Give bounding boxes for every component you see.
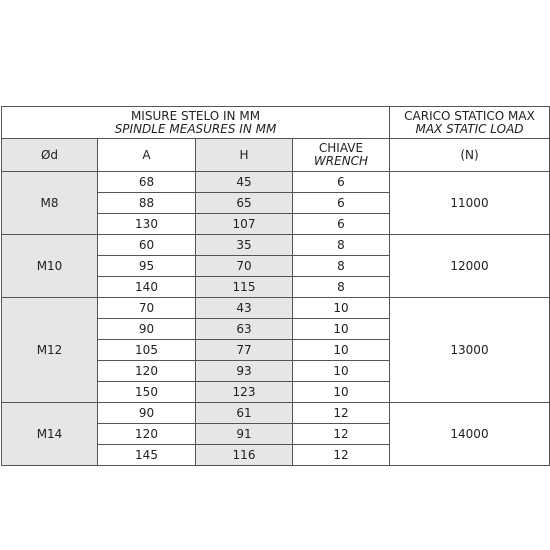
wrench-cell: 12 xyxy=(293,403,390,424)
a-cell: 95 xyxy=(98,256,196,277)
wrench-cell: 10 xyxy=(293,382,390,403)
wrench-cell: 8 xyxy=(293,256,390,277)
wrench-label-en: WRENCH xyxy=(313,154,369,168)
table-row xyxy=(2,235,550,256)
a-cell: 140 xyxy=(98,277,196,298)
h-cell: 115 xyxy=(196,277,293,298)
size-cell: M12 xyxy=(2,298,98,403)
a-cell: 105 xyxy=(98,340,196,361)
h-cell: 123 xyxy=(196,382,293,403)
spindle-spec-table xyxy=(1,106,550,466)
load-cell: 14000 xyxy=(390,403,550,466)
wrench-cell: 12 xyxy=(293,445,390,466)
wrench-column-header xyxy=(293,139,390,172)
size-cell: M10 xyxy=(2,235,98,298)
wrench-cell: 6 xyxy=(293,214,390,235)
a-cell: 120 xyxy=(98,424,196,445)
wrench-cell: 12 xyxy=(293,424,390,445)
a-cell: 90 xyxy=(98,403,196,424)
a-cell: 68 xyxy=(98,172,196,193)
a-cell: 130 xyxy=(98,214,196,235)
a-cell: 150 xyxy=(98,382,196,403)
wrench-cell: 6 xyxy=(293,193,390,214)
h-cell: 116 xyxy=(196,445,293,466)
h-cell: 45 xyxy=(196,172,293,193)
dimensions-title: MISURE STELO IN MM xyxy=(130,108,261,123)
a-cell: 60 xyxy=(98,235,196,256)
a-cell: 88 xyxy=(98,193,196,214)
load-unit-header: (N) xyxy=(390,139,550,172)
wrench-cell: 10 xyxy=(293,319,390,340)
h-cell: 35 xyxy=(196,235,293,256)
h-cell: 77 xyxy=(196,340,293,361)
h-cell: 93 xyxy=(196,361,293,382)
load-cell: 12000 xyxy=(390,235,550,298)
wrench-cell: 10 xyxy=(293,340,390,361)
wrench-cell: 8 xyxy=(293,235,390,256)
h-cell: 63 xyxy=(196,319,293,340)
a-column-header: A xyxy=(98,139,196,172)
wrench-cell: 6 xyxy=(293,172,390,193)
a-cell: 90 xyxy=(98,319,196,340)
table-row xyxy=(2,172,550,193)
h-cell: 43 xyxy=(196,298,293,319)
diameter-column-header: Ød xyxy=(2,139,98,172)
wrench-cell: 10 xyxy=(293,361,390,382)
load-cell: 13000 xyxy=(390,298,550,403)
table-row xyxy=(2,298,550,319)
dimensions-title-en: SPINDLE MEASURES IN MM xyxy=(114,121,277,136)
h-cell: 107 xyxy=(196,214,293,235)
a-cell: 145 xyxy=(98,445,196,466)
load-title-en: MAX STATIC LOAD xyxy=(415,121,524,136)
wrench-cell: 8 xyxy=(293,277,390,298)
table-row xyxy=(2,403,550,424)
load-header xyxy=(390,107,550,139)
size-cell: M14 xyxy=(2,403,98,466)
load-cell: 11000 xyxy=(390,172,550,235)
a-cell: 120 xyxy=(98,361,196,382)
h-cell: 91 xyxy=(196,424,293,445)
h-cell: 61 xyxy=(196,403,293,424)
h-cell: 70 xyxy=(196,256,293,277)
a-cell: 70 xyxy=(98,298,196,319)
h-cell: 65 xyxy=(196,193,293,214)
size-cell: M8 xyxy=(2,172,98,235)
h-column-header: H xyxy=(196,139,293,172)
load-title: CARICO STATICO MAX xyxy=(404,108,535,123)
wrench-label: CHIAVE xyxy=(318,141,364,155)
wrench-cell: 10 xyxy=(293,298,390,319)
dimensions-header xyxy=(2,107,390,139)
